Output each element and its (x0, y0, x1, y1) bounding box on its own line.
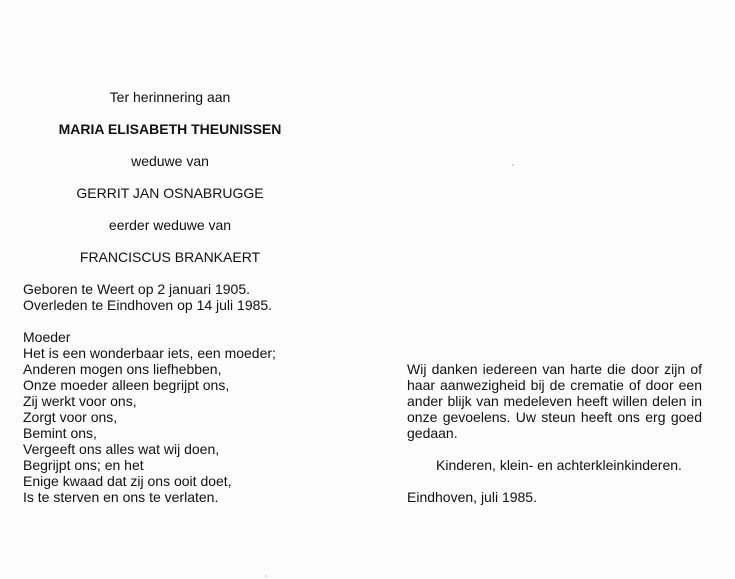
poem-line: Het is een wonderbaar iets, een moeder; (23, 345, 276, 361)
husband-name: GERRIT JAN OSNABRUGGE (76, 185, 264, 201)
former-widow-of-text: eerder weduwe van (108, 217, 232, 233)
died-text: Overleden te Eindhoven op 14 juli 1985. (23, 297, 273, 313)
poem-line: Zij werkt voor ons, (23, 393, 137, 409)
widow-of-text: weduwe van (131, 153, 209, 169)
former-husband-name: FRANCISCUS BRANKAERT (79, 249, 261, 265)
poem-line: Anderen mogen ons liefhebben, (23, 361, 222, 377)
thanks-paragraph: Wij danken iedereen van harte die door zijn of haar aanwezigheid bij de crematie of door een ander blijk van medeleven heeft willen delen in onze gevoelens. Uw steun heeft ons erg goed gedaan. (407, 361, 702, 441)
family-signature: Kinderen, klein- en achterkleinkinderen. (436, 457, 682, 473)
scan-speck (265, 575, 267, 577)
poem-line: Onze moeder alleen begrijpt ons, (23, 377, 230, 393)
poem-line: Bemint ons, (23, 425, 97, 441)
poem-line: Zorgt voor ons, (23, 409, 118, 425)
poem-line: Vergeeft ons alles wat wij doen, (23, 441, 220, 457)
poem-line: Moeder (23, 329, 71, 345)
poem-line: Begrijpt ons; en het (23, 457, 144, 473)
poem-line: Is te sterven en ons te verlaten. (23, 489, 219, 505)
intro-text: Ter herinnering aan (109, 89, 231, 105)
born-text: Geboren te Weert op 2 januari 1905. (23, 281, 251, 297)
scan-speck (512, 164, 514, 166)
poem-line: Enige kwaad dat zij ons ooit doet, (23, 473, 232, 489)
place-date: Eindhoven, juli 1985. (407, 489, 537, 505)
deceased-name: MARIA ELISABETH THEUNISSEN (58, 121, 282, 137)
